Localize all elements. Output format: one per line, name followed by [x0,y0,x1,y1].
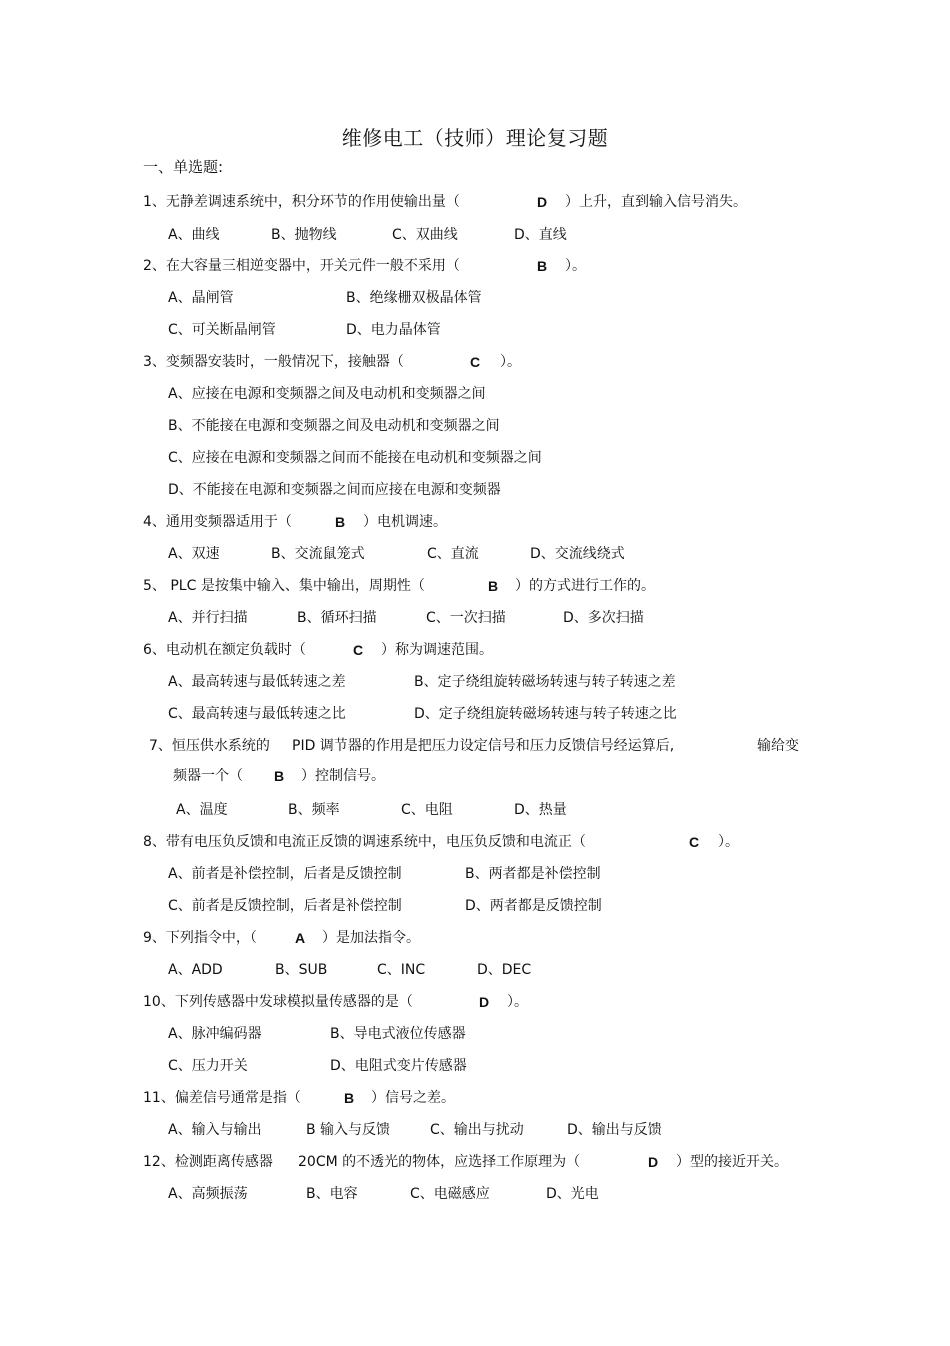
question-7-stem: 7、恒压供水系统的 [149,738,270,754]
question-1-option-b: B、抛物线 [271,227,337,243]
question-8-option-a: A、前者是补偿控制，后者是反馈控制 [168,866,402,882]
question-3-stem-end: ）。 [500,354,521,370]
section-heading: 一、单选题: [143,158,224,176]
question-6-stem: 6、电动机在额定负载时（ [143,642,306,658]
question-4-answer: B [335,514,346,530]
question-2-option-a: A、晶闸管 [168,290,234,306]
question-3-answer: C [470,354,481,370]
question-12-stem: 12、检测距离传感器 [143,1154,273,1170]
question-3-option-b: B、不能接在电源和变频器之间及电动机和变频器之间 [168,418,500,434]
question-5-option-a: A、并行扫描 [168,610,248,626]
question-4-option-c: C、直流 [427,546,479,562]
question-8-answer: C [689,834,700,850]
question-10-stem-end: ）。 [507,994,528,1010]
question-7-stem-middle: PID 调节器的作用是把压力设定信号和压力反馈信号经运算后, [292,738,675,754]
question-2-option-b: B、绝缘栅双极晶体管 [346,290,482,306]
question-12-option-d: D、光电 [546,1186,599,1202]
question-5-option-d: D、多次扫描 [563,610,644,626]
question-6-option-c: C、最高转速与最低转速之比 [168,706,346,722]
question-3-option-c: C、应接在电源和变频器之间而不能接在电动机和变频器之间 [168,450,542,466]
question-5-answer: B [488,578,499,594]
question-7-answer: B [274,768,285,784]
question-9-option-d: D、DEC [477,962,532,978]
question-12-answer: D [648,1154,659,1170]
question-1-stem: 1、无静差调速系统中，积分环节的作用使输出量（ [143,194,460,210]
question-7-option-b: B、频率 [288,802,340,818]
question-5-option-c: C、一次扫描 [426,610,506,626]
question-9-stem: 9、下列指令中，（ [143,930,257,946]
question-12-option-a: A、高频振荡 [168,1186,248,1202]
question-11-stem-end: ）信号之差。 [371,1090,455,1106]
question-10-answer: D [479,994,490,1010]
question-11-stem: 11、偏差信号通常是指（ [143,1090,301,1106]
question-2-stem: 2、在大容量三相逆变器中，开关元件一般不采用（ [143,258,460,274]
question-9-option-b: B、SUB [275,962,328,978]
question-8-option-b: B、两者都是补偿控制 [465,866,601,882]
question-3-option-d: D、不能接在电源和变频器之间而应接在电源和变频器 [168,482,501,498]
question-10-option-c: C、压力开关 [168,1058,248,1074]
question-10-option-a: A、脉冲编码器 [168,1026,262,1042]
question-6-option-a: A、最高转速与最低转速之差 [168,674,346,690]
question-5-option-b: B、循环扫描 [297,610,377,626]
question-8-option-c: C、前者是反馈控制，后者是补偿控制 [168,898,402,914]
question-4-stem-end: ）电机调速。 [363,514,447,530]
question-9-option-a: A、ADD [168,962,223,978]
question-7-stem-end: 输给变 [757,738,799,754]
question-11-option-c: C、输出与扰动 [430,1122,524,1138]
question-7-option-a: A、温度 [176,802,228,818]
question-2-stem-end: ）。 [565,258,586,274]
question-11-option-d: D、输出与反馈 [567,1122,662,1138]
question-4-option-b: B、交流鼠笼式 [271,546,365,562]
question-7-option-d: D、热量 [514,802,567,818]
question-8-option-d: D、两者都是反馈控制 [465,898,602,914]
document-title: 维修电工（技师）理论复习题 [341,126,609,150]
question-1-option-d: D、直线 [514,227,567,243]
question-4-stem: 4、通用变频器适用于（ [143,514,292,530]
question-7-option-c: C、电阻 [401,802,453,818]
question-5-stem: 5、 PLC 是按集中输入、集中输出，周期性（ [143,578,425,594]
question-12-option-c: C、电磁感应 [410,1186,490,1202]
question-7-stem-line2-end: ）控制信号。 [301,768,385,784]
question-8-stem-end: ）。 [718,834,739,850]
question-4-option-a: A、双速 [168,546,220,562]
question-6-option-b: B、定子绕组旋转磁场转速与转子转速之差 [414,674,676,690]
question-4-option-d: D、交流线绕式 [530,546,625,562]
question-9-answer: A [295,930,306,946]
question-2-option-d: D、电力晶体管 [346,322,441,338]
question-10-option-b: B、导电式液位传感器 [330,1026,466,1042]
question-11-answer: B [344,1090,355,1106]
question-1-option-c: C、双曲线 [392,227,458,243]
question-7-stem-line2: 频器一个（ [173,768,243,784]
question-5-stem-end: ）的方式进行工作的。 [515,578,655,594]
question-3-option-a: A、应接在电源和变频器之间及电动机和变频器之间 [168,386,486,402]
question-8-stem: 8、带有电压负反馈和电流正反馈的调速系统中，电压负反馈和电流正（ [143,834,586,850]
question-6-option-d: D、定子绕组旋转磁场转速与转子转速之比 [414,706,677,722]
question-10-option-d: D、电阻式变片传感器 [330,1058,467,1074]
question-11-option-a: A、输入与输出 [168,1122,262,1138]
question-12-option-b: B、电容 [306,1186,358,1202]
question-12-stem-end: ）型的接近开关。 [676,1154,788,1170]
question-6-answer: C [353,642,364,658]
question-1-stem-end: ）上升，直到输入信号消失。 [565,194,747,210]
question-9-option-c: C、INC [377,962,426,978]
question-12-stem-middle: 20CM 的不透光的物体，应选择工作原理为（ [298,1154,581,1170]
question-11-option-b: B 输入与反馈 [306,1122,391,1138]
question-6-stem-end: ）称为调速范围。 [381,642,493,658]
question-3-stem: 3、变频器安装时，一般情况下，接触器（ [143,354,404,370]
question-2-answer: B [537,258,548,274]
question-2-option-c: C、可关断晶闸管 [168,322,276,338]
question-1-answer: D [537,194,548,210]
question-10-stem: 10、下列传感器中发球模拟量传感器的是（ [143,994,413,1010]
question-9-stem-end: ）是加法指令。 [322,930,420,946]
question-1-option-a: A、曲线 [168,227,220,243]
